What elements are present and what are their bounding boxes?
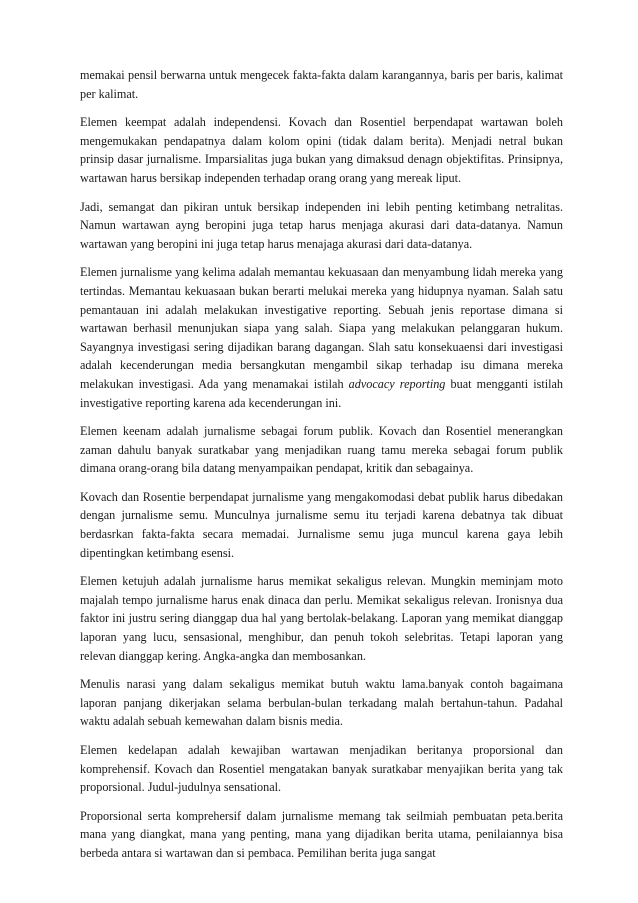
paragraph-9 bbox=[80, 741, 563, 797]
emphasis-advocacy-reporting: advocacy reporting bbox=[348, 376, 446, 391]
paragraph-text: Elemen kedelapan adalah kewajiban wartawan menjadikan beritanya proporsional dan komprehensif. Kovach dan Rosentiel mengatakan banyak suratkabar menyajikan berita yang tak proporsional. Judul-judulnya sensational. bbox=[80, 743, 563, 795]
paragraph-1 bbox=[80, 66, 563, 103]
paragraph-text: Elemen keenam adalah jurnalisme sebagai forum publik. Kovach dan Rosentiel menerangkan zaman dahulu banyak suratkabar yang menjadikan ruang tamu mereka sebagai forum publik dimana orang-orang bila datang menyampaikan pendapat, kritik dan sebagainya. bbox=[80, 424, 563, 476]
paragraph-text-after: buat mengganti istilah investigative reporting karena ada kecenderungan ini. bbox=[80, 376, 563, 410]
paragraph-text: Jadi, semangat dan pikiran untuk bersikap independen ini lebih penting ketimbang netralitas. Namun wartawan ayng beropini juga tetap harus menjaga akurasi dari data-datanya. Namun wartawan yang beropini ini juga tetap harus menajaga akurasi dari data-datanya. bbox=[80, 199, 563, 251]
paragraph-6 bbox=[80, 488, 563, 562]
paragraph-text: Elemen keempat adalah independensi. Kovach dan Rosentiel berpendapat wartawan boleh mengemukakan pendapatnya dalam kolom opini (tidak dalam berita). Menjadi netral bukan prinsip dasar jurnalisme. Imparsialitas juga bukan yang dimaksud denagn objektifitas. Prinsipnya, wartawan harus bersikap independen terhadap orang orang yang mereak liput. bbox=[80, 115, 563, 185]
document-page bbox=[80, 66, 563, 873]
paragraph-3 bbox=[80, 198, 563, 254]
paragraph-7 bbox=[80, 572, 563, 665]
paragraph-text: Menulis narasi yang dalam sekaligus memikat butuh waktu lama.banyak contoh bagaimana laporan panjang dikerjakan selama berbulan-bulan terkadang malah bertahun-tahun. Padahal waktu adalah sebuah kemewahan dalam bisnis media. bbox=[80, 677, 563, 729]
paragraph-text: Kovach dan Rosentie berpendapat jurnalisme yang mengakomodasi debat publik harus dibedakan dengan jurnalisme semu. Munculnya jurnalisme semu itu terjadi karena debatnya tak dibuat berdasrkan fakta-fakta secara memadai. Jurnalisme semu juga muncul karena gaya lebih dipentingkan ketimbang esensi. bbox=[80, 489, 563, 560]
paragraph-text-before: Elemen jurnalisme yang kelima adalah memantau kekuasaan dan menyambung lidah mereka yang tertindas. Memantau kekuasaan bukan berarti melukai mereka yang hidupnya nyaman. Salah satu pemantauan ini adalah melakukan investigative reporting. Sebuah jenis reportase dimana si wartawan berhasil menunjukan siapa yang salah. Siapa yang melakukan pelanggaran hukum. Sayangnya investigasi sering dijadikan barang dagangan. Slah satu konsekuaensi dari investigasi adalah kecenderungan media bersangkutan mengambil sikap terhadap isu dimana mereka melakukan investigasi. Ada yang menamakai istilah bbox=[80, 265, 563, 391]
paragraph-text: memakai pensil berwarna untuk mengecek fakta-fakta dalam karangannya, baris per baris, kalimat per kalimat. bbox=[80, 68, 563, 101]
paragraph-5 bbox=[80, 422, 563, 478]
paragraph-4 bbox=[80, 263, 563, 412]
paragraph-2 bbox=[80, 113, 563, 187]
paragraph-10 bbox=[80, 807, 563, 863]
paragraph-8 bbox=[80, 675, 563, 731]
paragraph-text: Proporsional serta komprehersif dalam jurnalisme memang tak seilmiah pembuatan peta.berita mana yang diangkat, mana yang penting, mana yang dijadikan berita utama, penilaiannya bisa berbeda antara si wartawan dan si pembaca. Pemilihan berita juga sangat bbox=[80, 808, 563, 860]
paragraph-text: Elemen ketujuh adalah jurnalisme harus memikat sekaligus relevan. Mungkin meminjam moto majalah tempo jurnalisme harus enak dinaca dan perlu. Memikat sekaligus relevan. Ironisnya dua faktor ini justru sering dianggap dua hal yang bertolak-belakang. Laporan yang memikat dianggap laporan yang lucu, sensasional, menghibur, dan penuh tokoh selebritas. Tetapi laporan yang relevan dianggap kering. Angka-angka dan membosankan. bbox=[80, 574, 563, 663]
